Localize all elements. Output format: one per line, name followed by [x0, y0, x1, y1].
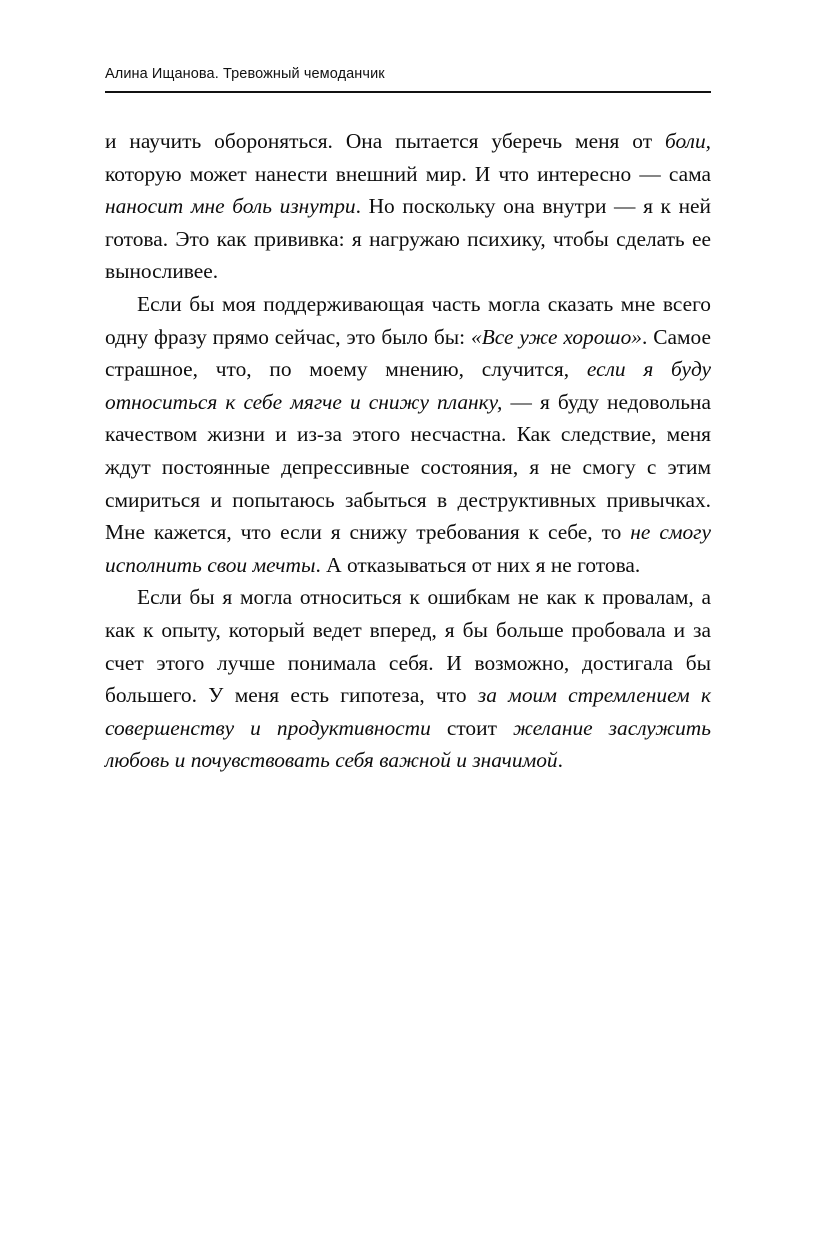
emphasis-text: «Все уже хорошо» — [471, 324, 642, 349]
paragraph — [105, 288, 711, 581]
plain-text: которую может нанести внешний мир. И что интересно — сама — [105, 161, 711, 186]
emphasis-text: за моим стремлением к совершенству и продуктивности — [105, 683, 711, 740]
page-content — [105, 66, 711, 777]
plain-text: и научить обороняться. Она пытается уберечь меня от — [105, 129, 665, 153]
plain-text: — я буду недовольна качеством жизни и из-за этого несчастна. Как следствие, меня ждут постоянные депрессивные состояния, я не смогу с этим смириться и попытаюсь забыться в деструктивных привычках. Мне кажется, что если я снижу требования к себе, то — [105, 389, 711, 545]
plain-text: . Но поскольку она внутри — я к ней готова. Это как прививка: я нагружаю психику, чтобы сделать ее выносливее. — [105, 194, 711, 284]
plain-text: Если бы моя поддерживающая часть могла сказать мне всего одну фразу прямо сейчас, это было бы: — [105, 291, 711, 349]
plain-text: Если бы я могла относиться к ошибкам не как к провалам, а как к опыту, который ведет вперед, я бы больше пробовала и за счет этого лучше понимала себя. И возможно, достигала бы большего. У меня есть гипотеза, что — [105, 585, 711, 708]
emphasis-text: боли, — [664, 129, 711, 153]
paragraph — [105, 125, 711, 288]
plain-text: стоит — [430, 715, 513, 740]
body-text — [105, 125, 711, 777]
plain-text: . Самое страшное, что, по моему мнению, случится, — [105, 324, 711, 382]
emphasis-text: не смогу исполнить свои мечты — [105, 520, 712, 577]
emphasis-text: желание заслужить любовь и почувствовать себя важной и значимой — [105, 715, 711, 773]
emphasis-text: если я буду относиться к себе мягче и снижу планку, — [105, 357, 711, 414]
plain-text: . — [557, 748, 563, 773]
running-head: Алина Ищанова. Тревожный чемоданчик — [105, 66, 385, 82]
plain-text: . А отказываться от них я не готова. — [315, 552, 641, 577]
header-rule — [105, 91, 711, 93]
paragraph — [105, 581, 711, 777]
emphasis-text: наносит мне боль изнутри — [105, 194, 356, 219]
